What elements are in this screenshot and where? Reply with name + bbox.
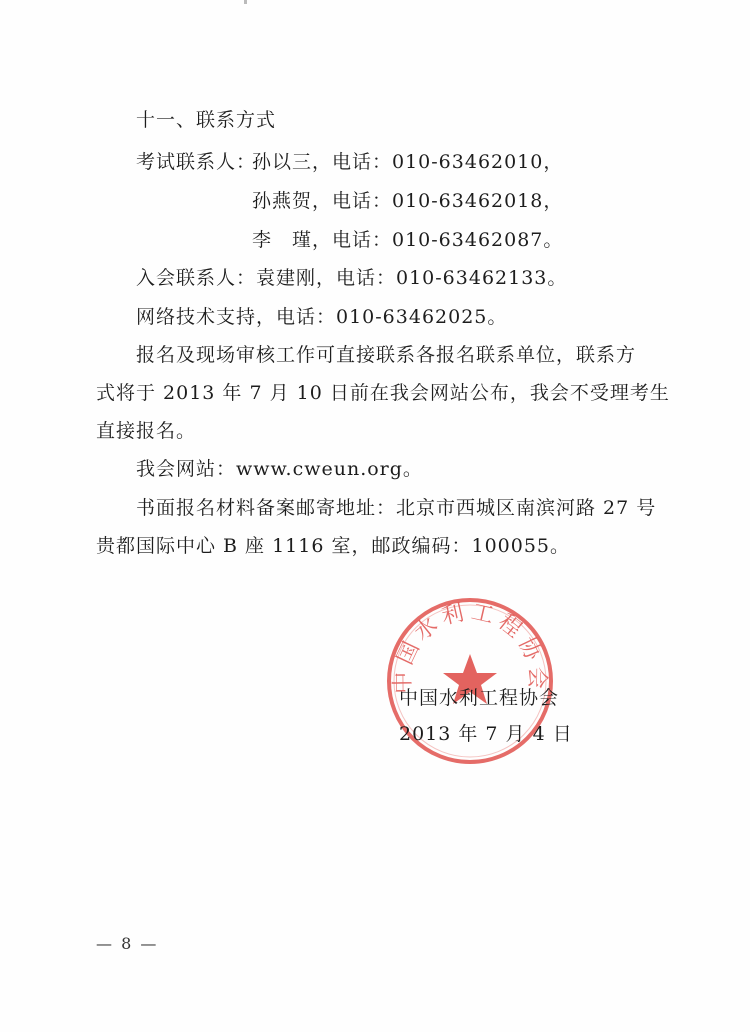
address-line: 贵都国际中心 B 座 1116 室，邮政编码：100055。 <box>96 535 571 557</box>
exam-contact-3: 李 瑾，电话：010-63462087。 <box>252 229 564 251</box>
scan-mark <box>244 0 247 4</box>
exam-contact-1: 孙以三，电话：010-63462010， <box>252 151 564 173</box>
exam-contact-2: 孙燕贺，电话：010-63462018， <box>252 190 564 212</box>
exam-contact-label: 考试联系人： <box>136 151 257 173</box>
address-line: 书面报名材料备案邮寄地址：北京市西城区南滨河路 27 号 <box>136 497 657 519</box>
paragraph-line: 式将于 2013 年 7 月 10 日前在我会网站公布，我会不受理考生 <box>96 382 670 404</box>
paragraph-line: 报名及现场审核工作可直接联系各报名联系单位，联系方 <box>136 344 637 366</box>
paragraph-line: 直接报名。 <box>96 420 197 442</box>
section-heading: 十一、联系方式 <box>136 109 277 131</box>
tech-support: 网络技术支持，电话：010-63462025。 <box>136 306 508 328</box>
signature-date: 2013 年 7 月 4 日 <box>399 723 573 745</box>
seal-text: 中国水利工程协会 <box>390 599 550 694</box>
page-number: — 8 — <box>96 934 159 953</box>
member-contact: 入会联系人：袁建刚，电话：010-63462133。 <box>136 267 568 289</box>
website-line: 我会网站：www.cweun.org。 <box>136 458 423 480</box>
signature-organization: 中国水利工程协会 <box>399 687 560 709</box>
